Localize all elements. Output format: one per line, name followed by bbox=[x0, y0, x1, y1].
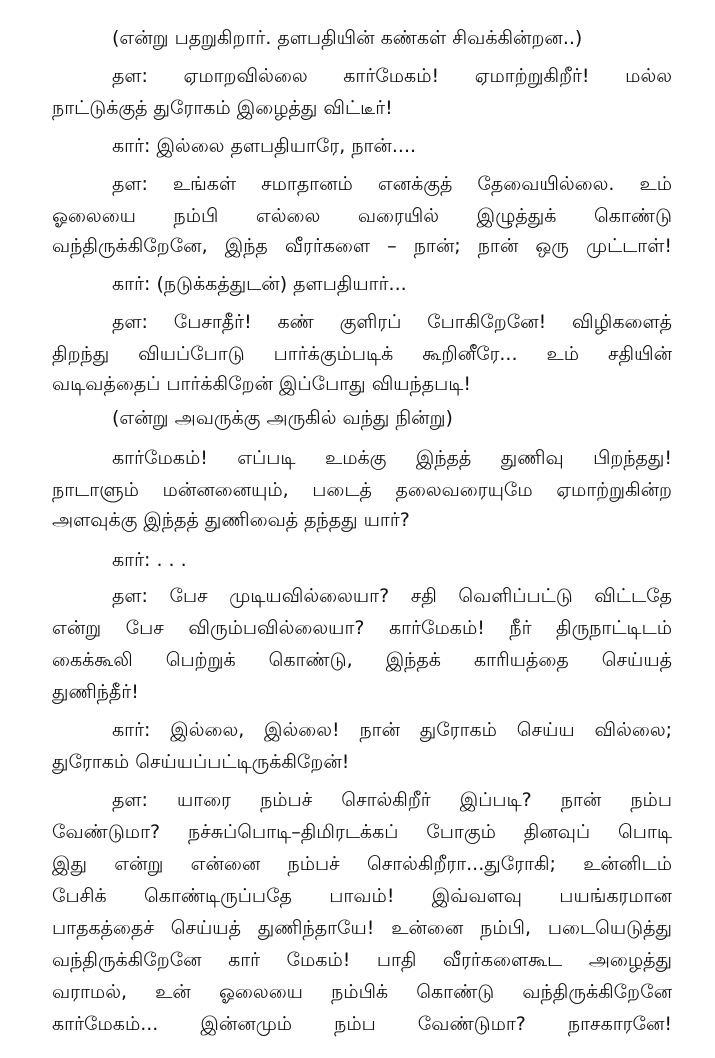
text-line: திறந்து வியப்போடு பார்க்கும்படிக் கூறினீரே... உம் சதியின் bbox=[52, 343, 672, 365]
text-line: வேண்டுமா? நச்சுப்பொடி–திமிரடக்கப் போகும் தினவுப் பொடி bbox=[52, 821, 672, 843]
text-line: வந்திருக்கிறேனே கார் மேகம்! பாதி வீரர்களைகூட அழைத்து bbox=[52, 949, 672, 971]
text-line: துணிந்தீர்! bbox=[52, 681, 139, 703]
text-line: வராமல், உன் ஓலையை நம்பிக் கொண்டு வந்திருக்கிறேனே bbox=[52, 981, 672, 1003]
text-line: பாதகத்தைச் செய்யத் துணிந்தாயே! உன்னை நம்பி, படையெடுத்து bbox=[52, 917, 672, 939]
text-line: (என்று அவருக்கு அருகில் வந்து நின்று) bbox=[112, 407, 453, 429]
text-line: கார்: இல்லை, இல்லை! நான் துரோகம் செய்ய வில்லை; bbox=[112, 719, 672, 741]
text-line: நாட்டுக்குத் துரோகம் இழைத்து விட்டீர்! bbox=[52, 97, 393, 119]
text-line: கார்: இல்லை தளபதியாரே, நான்.... bbox=[112, 135, 417, 157]
text-line: கார்மேகம்... இன்னமும் நம்ப வேண்டுமா? நாசகாரனே! bbox=[52, 1013, 672, 1035]
text-line: நாடாளும் மன்னனையும், படைத் தலைவரையுமே ஏமாற்றுகின்ற bbox=[52, 479, 672, 501]
text-line: தள: யாரை நம்பச் சொல்கிறீர் இப்படி? நான் நம்ப bbox=[112, 789, 672, 811]
text-line: தள: ஏமாறவில்லை கார்மேகம்! ஏமாற்றுகிறீர்! மல்ல bbox=[112, 65, 672, 87]
text-line: கார்மேகம்! எப்படி உமக்கு இந்தத் துணிவு பிறந்தது! bbox=[112, 447, 672, 469]
text-line: துரோகம் செய்யப்பட்டிருக்கிறேன்! bbox=[52, 751, 350, 773]
text-line: இது என்று என்னை நம்பச் சொல்கிறீரா...துரோகி; உன்னிடம் bbox=[52, 853, 672, 875]
text-line: (என்று பதறுகிறார். தளபதியின் கண்கள் சிவக்கின்றன..) bbox=[112, 27, 583, 49]
text-line: கைக்கூலி பெற்றுக் கொண்டு, இந்தக் காரியத்தை செய்யத் bbox=[52, 649, 672, 671]
text-line: தள: பேச முடியவில்லையா? சதி வெளிப்பட்டு விட்டதே bbox=[112, 585, 672, 607]
text-line: வடிவத்தைப் பார்க்கிறேன் இப்போது வியந்தபடி! bbox=[52, 373, 472, 395]
text-line: ஓலையை நம்பி எல்லை வரையில் இழுத்துக் கொண்டு bbox=[52, 205, 672, 227]
text-line: என்று பேச விரும்பவில்லையா? கார்மேகம்! நீர் திருநாட்டிடம் bbox=[52, 617, 672, 639]
text-line: தள: உங்கள் சமாதானம் எனக்குத் தேவையில்லை. உம் bbox=[112, 173, 672, 195]
text-line: வந்திருக்கிறேனே, இந்த வீரர்களை – நான்; நான் ஒரு முட்டாள்! bbox=[52, 235, 672, 257]
text-line: பேசிக் கொண்டிருப்பதே பாவம்! இவ்வளவு பயங்கரமான bbox=[52, 885, 672, 907]
text-line: அளவுக்கு இந்தத் துணிவைத் தந்தது யார்? bbox=[52, 509, 410, 531]
text-line: கார்: (நடுக்கத்துடன்) தளபதியார்... bbox=[112, 273, 407, 295]
text-line: தள: பேசாதீர்! கண் குளிரப் போகிறேனே! விழிகளைத் bbox=[112, 311, 672, 333]
text-line: கார்: . . . bbox=[112, 549, 187, 571]
